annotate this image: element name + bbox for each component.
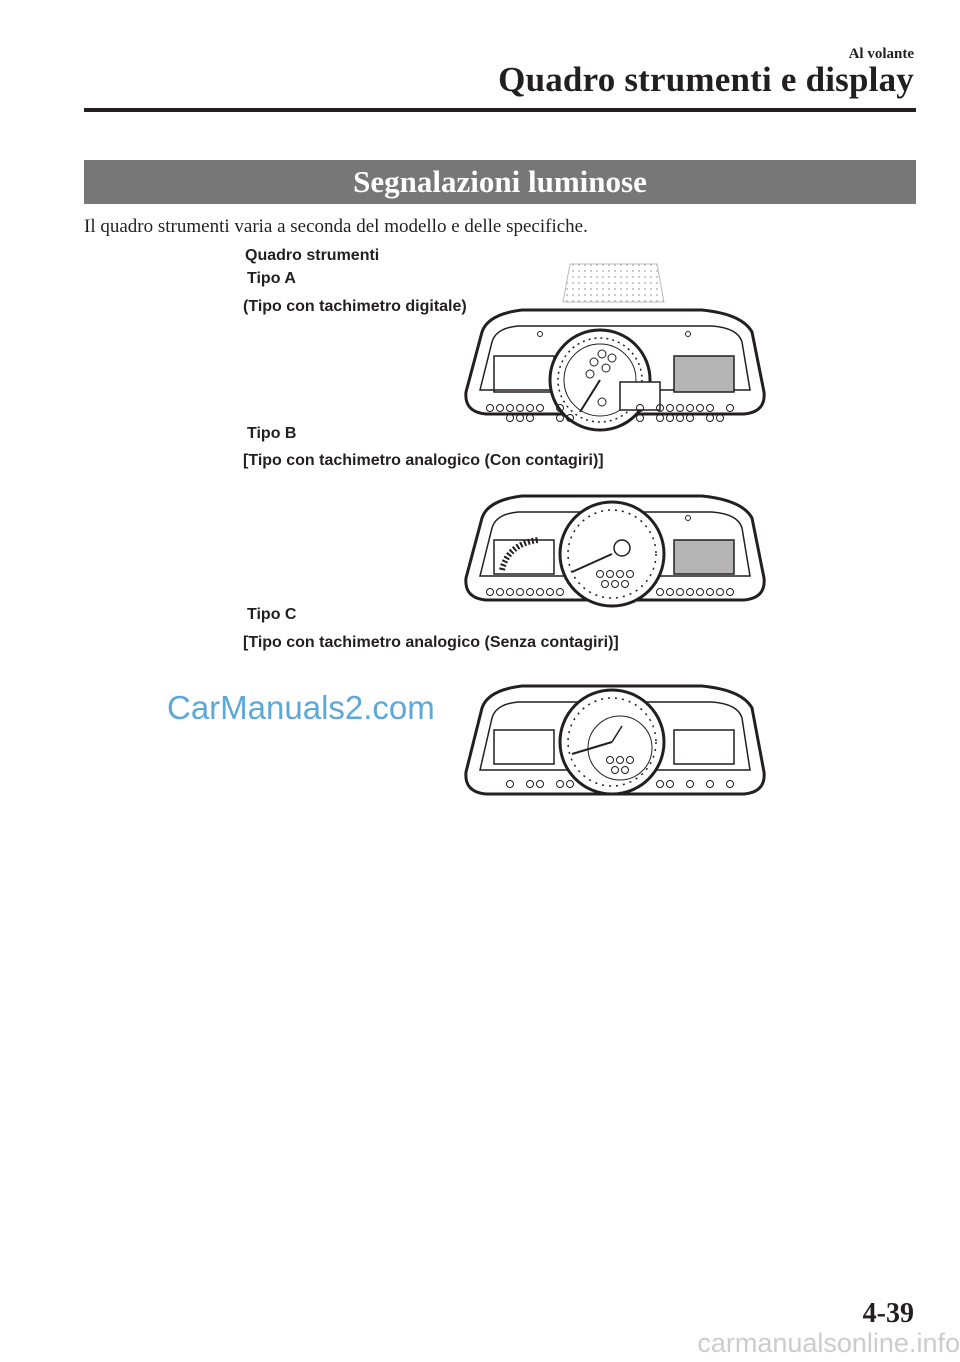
cluster-b-illustration (462, 480, 768, 610)
figure-caption: Quadro strumenti (245, 247, 380, 264)
type-b-description: [Tipo con tachimetro analogico (Con contagiri)] (243, 452, 604, 469)
type-a-description: (Tipo con tachimetro digitale) (243, 298, 467, 315)
section-banner: Segnalazioni luminose (84, 160, 916, 204)
site-watermark: carmanualsonline.info (697, 1328, 960, 1358)
cluster-a-illustration (462, 262, 768, 438)
header-rule (84, 108, 916, 112)
running-head-kicker: Al volante (848, 46, 914, 62)
type-b-label: Tipo B (247, 425, 297, 442)
type-c-label: Tipo C (247, 606, 297, 623)
cluster-c-illustration (462, 676, 768, 804)
type-c-description: [Tipo con tachimetro analogico (Senza contagiri)] (243, 634, 619, 651)
running-head-title: Quadro strumenti e display (498, 60, 914, 99)
page-number: 4-39 (862, 1298, 914, 1329)
intro-paragraph: Il quadro strumenti varia a seconda del modello e delle specifiche. (84, 216, 588, 237)
carmanuals-watermark: CarManuals2.com (167, 689, 435, 726)
type-a-label: Tipo A (247, 270, 296, 287)
